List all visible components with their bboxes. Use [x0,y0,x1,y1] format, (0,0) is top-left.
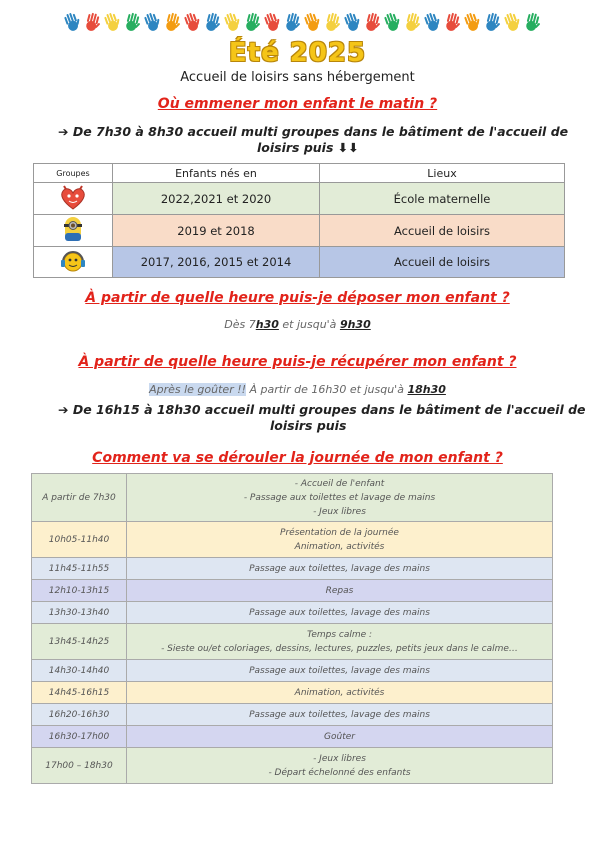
evening-bullet-line1: ➔ De 16h15 à 18h30 accueil multi groupes dans le bâtiment de l'accueil de [58,402,586,417]
schedule-activity: Goûter [324,731,355,742]
heading-pick-up: À partir de quelle heure puis-je récupérer mon enfant ? [78,354,517,370]
schedule-activities [127,682,553,704]
schedule-time: 16h20-16h30 [32,704,127,726]
hand-print-icon [322,12,342,34]
evening-bullet-line2: loisirs puis [270,418,347,433]
schedule-activity: - Jeux libres [313,753,366,764]
pick-up-times [0,383,595,396]
schedule-time: 13h30-13h40 [32,602,127,624]
row1-years: 2022,2021 et 2020 [113,183,320,215]
schedule-activities [127,602,553,624]
morning-bullet-line1: ➔ De 7h30 à 8h30 accueil multi groupes dans le bâtiment de l'accueil de [58,124,569,139]
schedule-activity: Passage aux toilettes, lavage des mains [249,563,430,574]
hand-print-icon [422,12,442,34]
header-groupes: Groupes [34,164,113,183]
schedule-activity: Passage aux toilettes, lavage des mains [249,607,430,618]
hand-print-icon [502,12,522,34]
hand-print-icon [162,12,182,34]
row3-place: Accueil de loisirs [320,247,565,278]
schedule-activity: - Accueil de l'enfant [294,478,385,489]
schedule-row [32,726,553,748]
schedule-activities [127,660,553,682]
row1-place: École maternelle [320,183,565,215]
schedule-activity: Temps calme : [306,629,373,640]
minion-icon [34,215,113,247]
schedule-activities [127,726,553,748]
hand-print-icon [102,12,122,34]
schedule-activity: - Départ échelonné des enfants [268,767,411,778]
schedule-time: 17h00 – 18h30 [32,748,127,784]
schedule-row [32,558,553,580]
schedule-row [32,602,553,624]
devil-heart-icon [34,183,113,215]
hand-print-icon [122,12,142,34]
row2-place: Accueil de loisirs [320,215,565,247]
drop-off-end: 9h30 [339,318,371,331]
schedule-row [32,660,553,682]
groups-row-3 [34,247,565,278]
heading-morning: Où emmener mon enfant le matin ? [157,96,438,112]
schedule-row [32,624,553,660]
schedule-row [32,522,553,558]
hand-print-icon [362,12,382,34]
schedule-row [32,704,553,726]
header-enfants: Enfants nés en [113,164,320,183]
hand-print-icon [482,12,502,34]
hand-print-icon [142,12,162,34]
schedule-row [32,474,553,522]
smiley-headphones-icon [34,247,113,278]
heading-drop-off: À partir de quelle heure puis-je déposer mon enfant ? [85,290,510,306]
schedule-activity: Animation, activités [294,687,385,698]
schedule-activity: - Sieste ou/et coloriages, dessins, lectures, puzzles, petits jeux dans le calme… [161,643,518,654]
hand-print-icon [522,12,542,34]
hand-print-icon [342,12,362,34]
schedule-activities [127,624,553,660]
hand-print-icon [382,12,402,34]
schedule-time: 12h10-13h15 [32,580,127,602]
row3-years: 2017, 2016, 2015 et 2014 [113,247,320,278]
schedule-activities [127,474,553,522]
schedule-row [32,682,553,704]
hand-print-icon [202,12,222,34]
schedule-activity: Passage aux toilettes, lavage des mains [249,709,430,720]
schedule-activities [127,558,553,580]
hand-print-icon [62,12,82,34]
hand-print-icon [282,12,302,34]
heading-day-schedule: Comment va se dérouler la journée de mon enfant ? [92,450,503,466]
schedule-activities [127,580,553,602]
pick-up-mid: À partir de 16h30 et jusqu'à [246,383,408,396]
hand-print-icon [222,12,242,34]
groups-table [33,163,565,278]
hand-print-icon [302,12,322,34]
schedule-time: 10h05-11h40 [32,522,127,558]
schedule-row [32,748,553,784]
groups-row-1 [34,183,565,215]
drop-off-start: h30 [255,318,279,331]
hand-print-icon [242,12,262,34]
schedule-activity: - Jeux libres [313,506,366,517]
drop-off-mid: et jusqu'à [278,318,340,331]
schedule-table [31,473,553,784]
schedule-time: 14h45-16h15 [32,682,127,704]
header-lieux: Lieux [320,164,565,183]
hand-print-icon [402,12,422,34]
schedule-activity: Animation, activités [294,541,385,552]
drop-off-times [0,318,595,331]
groups-row-2 [34,215,565,247]
hand-prints-banner [62,12,542,36]
hand-print-icon [82,12,102,34]
schedule-time: 16h30-17h00 [32,726,127,748]
pick-up-highlight: Après le goûter !! [149,383,247,396]
pick-up-end: 18h30 [407,383,446,396]
page-subtitle: Accueil de loisirs sans hébergement [180,70,415,85]
schedule-activities [127,704,553,726]
schedule-activities [127,748,553,784]
drop-off-prefix: Dès 7 [224,318,256,331]
schedule-activity: Passage aux toilettes, lavage des mains [249,665,430,676]
groups-table-header [34,164,565,183]
hand-print-icon [442,12,462,34]
page-title: Été 2025 [228,38,367,68]
morning-bullet-line2: loisirs puis ⬇⬇ [257,140,359,155]
schedule-activity: - Passage aux toilettes et lavage de mains [243,492,436,503]
schedule-time: A partir de 7h30 [32,474,127,522]
hand-print-icon [262,12,282,34]
schedule-activity: Repas [325,585,354,596]
schedule-time: 14h30-14h40 [32,660,127,682]
schedule-time: 13h45-14h25 [32,624,127,660]
hand-print-icon [182,12,202,34]
schedule-activities [127,522,553,558]
schedule-activity: Présentation de la journée [280,527,399,538]
row2-years: 2019 et 2018 [113,215,320,247]
hand-print-icon [462,12,482,34]
schedule-row [32,580,553,602]
schedule-time: 11h45-11h55 [32,558,127,580]
